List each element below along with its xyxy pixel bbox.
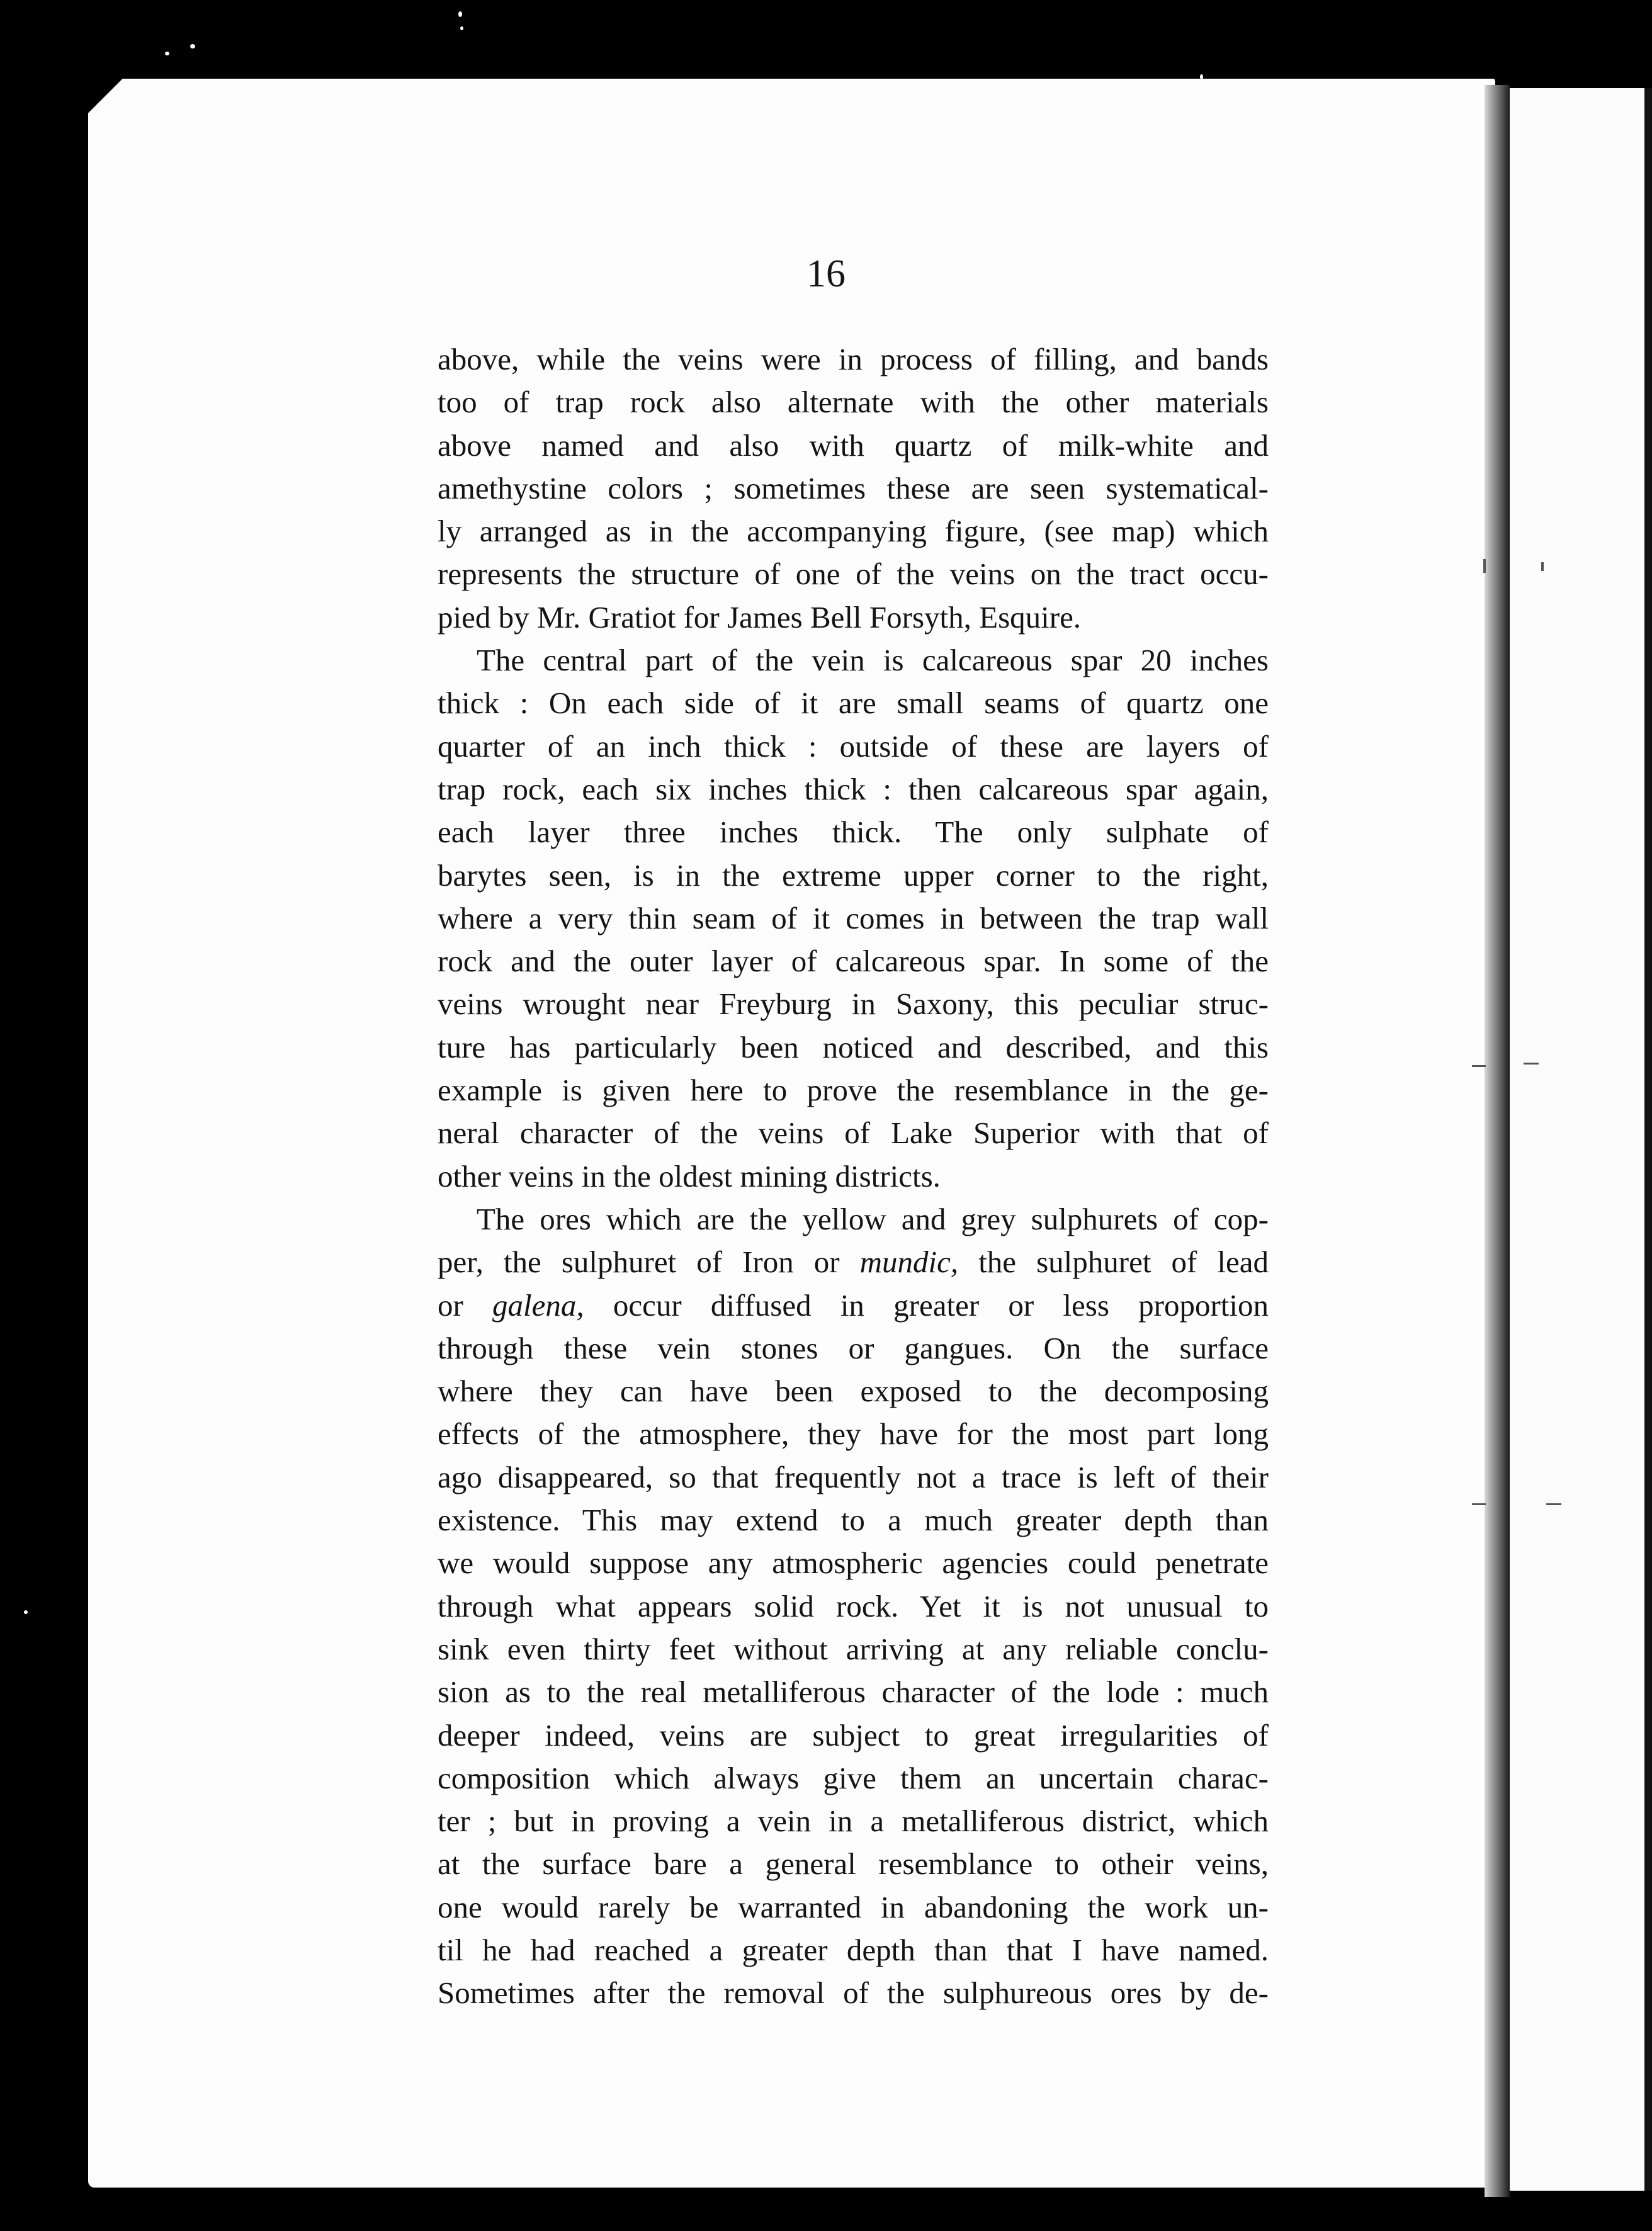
- text-segment: barytes seen, is in the extreme upper corner to the right,: [438, 857, 1269, 893]
- text-segment: above, while the veins were in process of filling, and bands: [438, 342, 1269, 376]
- text-segment: ture has particularly been noticed and described, and this: [438, 1029, 1269, 1065]
- italic-term: galena,: [492, 1287, 584, 1323]
- text-segment: other veins in the oldest mining districts.: [438, 1158, 941, 1194]
- text-segment: existence. This may extend to a much greater depth than: [438, 1503, 1269, 1538]
- text-segment: Sometimes after the removal of the sulphureous ores by de-: [438, 1975, 1269, 2011]
- text-line: [438, 510, 1269, 553]
- margin-mark: [1472, 1065, 1486, 1067]
- margin-mark: [1524, 1063, 1539, 1065]
- text-segment: or: [438, 1287, 493, 1323]
- text-line: [438, 1112, 1269, 1155]
- text-segment: sion as to the real metalliferous character of the lode : much: [438, 1675, 1269, 1710]
- page-gutter-edge: [1485, 85, 1510, 2197]
- text-line: [438, 1241, 1269, 1284]
- text-line: [438, 1413, 1269, 1455]
- text-line: [438, 1628, 1269, 1671]
- text-segment: where they can have been exposed to the decomposing: [438, 1374, 1269, 1409]
- scan-speck: [458, 11, 462, 17]
- body-text: [438, 338, 1269, 2015]
- page-corner: [88, 79, 126, 116]
- text-segment: neral character of the veins of Lake Superior with that of: [438, 1116, 1269, 1151]
- text-line: [438, 1456, 1269, 1499]
- text-line: [438, 639, 1269, 682]
- text-segment: per, the sulphuret of Iron or: [438, 1245, 860, 1280]
- text-segment: we would suppose any atmospheric agencies could penetrate: [438, 1545, 1269, 1581]
- text-line: [438, 1714, 1269, 1757]
- text-segment: sink even thirty feet without arriving at any reliable conclu-: [438, 1631, 1269, 1666]
- text-segment: too of trap rock also alternate with the other materials: [438, 385, 1269, 420]
- text-segment: one would rarely be warranted in abandoning the work un-: [438, 1889, 1269, 1924]
- text-segment: veins wrought near Freyburg in Saxony, this peculiar struc-: [438, 986, 1269, 1022]
- text-line: [438, 1370, 1269, 1413]
- text-line: [438, 467, 1269, 510]
- page-number: 16: [806, 252, 846, 295]
- scan-speck: [460, 26, 463, 30]
- text-line: [438, 897, 1269, 940]
- text-segment: trap rock, each six inches thick : then calcareous spar again,: [438, 771, 1269, 806]
- facing-page-edge: [1510, 88, 1652, 2191]
- text-segment: quarter of an inch thick : outside of these are layers of: [438, 728, 1269, 764]
- text-line: [438, 338, 1269, 381]
- scan-speck: [190, 44, 195, 48]
- margin-mark: [1546, 1503, 1561, 1505]
- text-line: [438, 725, 1269, 768]
- text-segment: ago disappeared, so that frequently not a trace is left of their: [438, 1459, 1269, 1494]
- text-segment: ter ; but in proving a vein in a metalliferous district, which: [438, 1804, 1269, 1839]
- text-line: [438, 854, 1269, 897]
- margin-mark: [1483, 559, 1486, 573]
- text-line: [438, 1542, 1269, 1584]
- text-line: [438, 1972, 1269, 2014]
- text-line: [438, 1929, 1269, 1972]
- text-segment: example is given here to prove the resemblance in the ge-: [438, 1073, 1269, 1108]
- text-line: [438, 381, 1269, 424]
- right-scan-border: [1644, 88, 1652, 2191]
- text-line: [438, 1585, 1269, 1628]
- text-line: [438, 424, 1269, 467]
- text-segment: the sulphuret of lead: [958, 1245, 1269, 1280]
- scan-speck: [24, 1610, 28, 1614]
- text-line: [438, 1198, 1269, 1241]
- text-line: [438, 811, 1269, 854]
- text-line: [438, 1069, 1269, 1112]
- text-segment: The central part of the vein is calcareous spar 20 inches: [477, 643, 1269, 678]
- text-segment: pied by Mr. Gratiot for James Bell Forsyth, Esquire.: [438, 599, 1082, 635]
- italic-term: mundic,: [859, 1245, 959, 1280]
- text-segment: amethystine colors ; sometimes these are seen systematical-: [438, 470, 1269, 506]
- text-segment: through these vein stones or gangues. On the surface: [438, 1330, 1269, 1365]
- text-line: [438, 682, 1269, 725]
- text-line: [438, 596, 1269, 639]
- text-segment: ly arranged as in the accompanying figure, (see map) which: [438, 514, 1269, 549]
- text-segment: til he had reached a greater depth than that I have named.: [438, 1932, 1269, 1967]
- text-segment: where a very thin seam of it comes in between the trap wall: [438, 900, 1269, 935]
- text-segment: The ores which are the yellow and grey sulphurets of cop-: [477, 1201, 1269, 1236]
- text-line: [438, 1327, 1269, 1370]
- text-segment: each layer three inches thick. The only sulphate of: [438, 815, 1269, 850]
- text-segment: thick : On each side of it are small seams of quartz one: [438, 686, 1269, 721]
- text-segment: at the surface bare a general resemblance to otheir veins,: [438, 1846, 1269, 1882]
- scan-speck: [165, 52, 169, 55]
- text-segment: occur diffused in greater or less proportion: [584, 1287, 1269, 1323]
- text-line: [438, 1757, 1269, 1800]
- text-segment: through what appears solid rock. Yet it is not unusual to: [438, 1588, 1269, 1624]
- text-segment: rock and the outer layer of calcareous spar. In some of the: [438, 944, 1269, 979]
- text-segment: composition which always give them an uncertain charac-: [438, 1760, 1269, 1795]
- text-line: [438, 1499, 1269, 1542]
- text-line: [438, 768, 1269, 811]
- text-line: [438, 940, 1269, 983]
- text-line: [438, 553, 1269, 596]
- text-line: [438, 1800, 1269, 1843]
- text-line: [438, 1155, 1269, 1198]
- text-line: [438, 1886, 1269, 1929]
- text-segment: represents the structure of one of the veins on the tract occu-: [438, 556, 1269, 592]
- text-segment: deeper indeed, veins are subject to great irregularities of: [438, 1717, 1269, 1753]
- text-line: [438, 1026, 1269, 1069]
- margin-mark: [1472, 1503, 1486, 1505]
- text-line: [438, 1284, 1269, 1327]
- margin-mark: [1541, 562, 1544, 571]
- text-segment: effects of the atmosphere, they have for the most part long: [438, 1416, 1269, 1452]
- text-segment: above named and also with quartz of milk-white and: [438, 427, 1269, 463]
- text-line: [438, 1671, 1269, 1714]
- text-line: [438, 1843, 1269, 1885]
- text-line: [438, 983, 1269, 1025]
